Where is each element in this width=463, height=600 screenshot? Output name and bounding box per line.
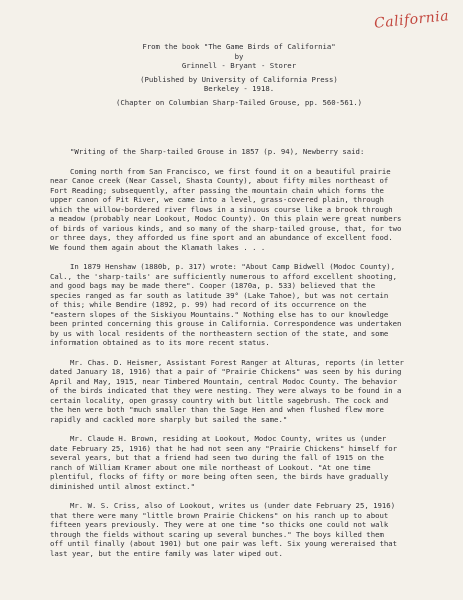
text-line: ranch of William Kramer about one mile northeast of Lookout. "At one time xyxy=(50,462,371,472)
text-line: "eastern slopes of the Siskiyou Mountains." Nothing else has to our knowledge xyxy=(50,309,389,319)
handwritten-annotation: California xyxy=(373,8,450,32)
header-line: Berkeley - 1918. xyxy=(203,84,275,93)
text-line: through the fields without scaring up several bunches." The boys killed them xyxy=(50,529,384,539)
text-line: diminished until almost extinct." xyxy=(50,481,195,491)
text-line: rapidly and cackled more sharply but sailed the same." xyxy=(50,414,288,424)
header-block xyxy=(54,42,424,107)
text-line: information obtained as to its more recent status. xyxy=(50,338,270,347)
text-line: by us with local residents of the northeastern section of the state, and some xyxy=(50,328,389,338)
text-line: off until finally (about 1901) but one pair was left. Six young wereraised that xyxy=(50,539,398,548)
text-line: We found them again about the Klamath lakes . . . xyxy=(50,242,266,252)
text-line: of the birds indicated that they were nesting. They were always to be found in a xyxy=(50,386,402,395)
paragraph xyxy=(50,262,430,348)
text-line: Mr. W. S. Criss, also of Lookout, writes us (under date February 25, 1916) xyxy=(70,501,396,510)
text-line: the hen were both "much smaller than the Sage Hen and when flushed flew more xyxy=(50,405,384,414)
text-line: of birds of various kinds, and so many of the sharp-tailed grouse, that, for two xyxy=(50,223,402,233)
text-line: which the willow-bordered river flows in a sinuous course like a brook through xyxy=(50,204,393,214)
text-line: that there were many "little brown Prairie Chickens" on his ranch up to about xyxy=(50,510,389,520)
header-line: Grinnell - Bryant - Storer xyxy=(181,61,297,70)
text-line: April and May, 1915, near Timbered Mountain, central Modoc County. The behavior xyxy=(50,376,398,386)
text-line: or three days, they afforded us fine sport and an abundance of excellent food. xyxy=(50,233,393,242)
text-line: and good bags may be made there". Cooper (1870a, p. 533) believed that the xyxy=(50,281,376,290)
text-line: several years, but that a friend had seen two during the fall of 1915 on the xyxy=(50,453,384,462)
text-line: Coming north from San Francisco, we first found it on a beautiful prairie xyxy=(70,166,391,176)
text-line: dated January 18, 1916) that a pair of "Prairie Chickens" was seen by his during xyxy=(50,367,402,376)
header-line: (Published by University of California Press) xyxy=(140,74,338,84)
text-line: date February 25, 1916) that he had not seen any "Prairie Chickens" himself for xyxy=(50,443,398,453)
text-line: last year, but the entire family was later wiped out. xyxy=(50,548,283,558)
header-line: by xyxy=(234,51,244,61)
text-line: been printed concerning this grouse in California. Correspondence was undertaken xyxy=(50,319,402,328)
paragraph xyxy=(70,147,430,157)
text-line: near Canoe creek (Near Cassel, Shasta County), about fifty miles northeast of xyxy=(50,176,389,185)
text-line: upper canon of Pit River, we came into a level, grass-covered plain, through xyxy=(50,195,384,204)
text-line: a meadow (probably near Lookout, Modoc County). On this plain were great numbers xyxy=(50,214,402,223)
text-line: fifteen years previously. They were at one time "so thicks one could not walk xyxy=(50,520,389,529)
header-line: (Chapter on Columbian Sharp-Tailed Grouse, pp. 560-561.) xyxy=(115,97,362,107)
body-text xyxy=(50,147,430,558)
paragraph xyxy=(50,434,430,491)
text-line: Mr. Claude H. Brown, residing at Lookout, Modoc County, writes us (under xyxy=(70,434,387,443)
paragraph xyxy=(50,358,430,425)
paragraph xyxy=(50,501,430,558)
text-line: Mr. Chas. D. Heismer, Assistant Forest Ranger at Alturas, reports (in letter xyxy=(70,357,404,367)
text-line: Fort Reading; subsequently, after passing the mountain chain which forms the xyxy=(50,185,384,195)
text-line: of this; while Bendire (1892, p. 99) had record of its occurrence on the xyxy=(50,300,367,309)
text-line: Cal., the 'sharp-tails' are sufficiently numerous to afford excellent shooting, xyxy=(50,271,398,281)
text-line: certain locality, open grassy country with but little sagebrush. The cock and xyxy=(50,395,389,405)
text-line: plentiful, flocks of fifty or more being often seen, the birds have gradually xyxy=(50,472,389,481)
text-line: In 1879 Henshaw (1880b, p. 317) wrote: "About Camp Bidwell (Modoc County), xyxy=(70,262,396,271)
header-line: From the book "The Game Birds of California" xyxy=(142,42,336,51)
paragraph xyxy=(50,167,430,253)
text-line: "Writing of the Sharp-tailed Grouse in 1857 (p. 94), Newberry said: xyxy=(70,147,365,156)
text-line: species ranged as far south as latitude 39° (Lake Tahoe), but was not certain xyxy=(50,290,389,300)
